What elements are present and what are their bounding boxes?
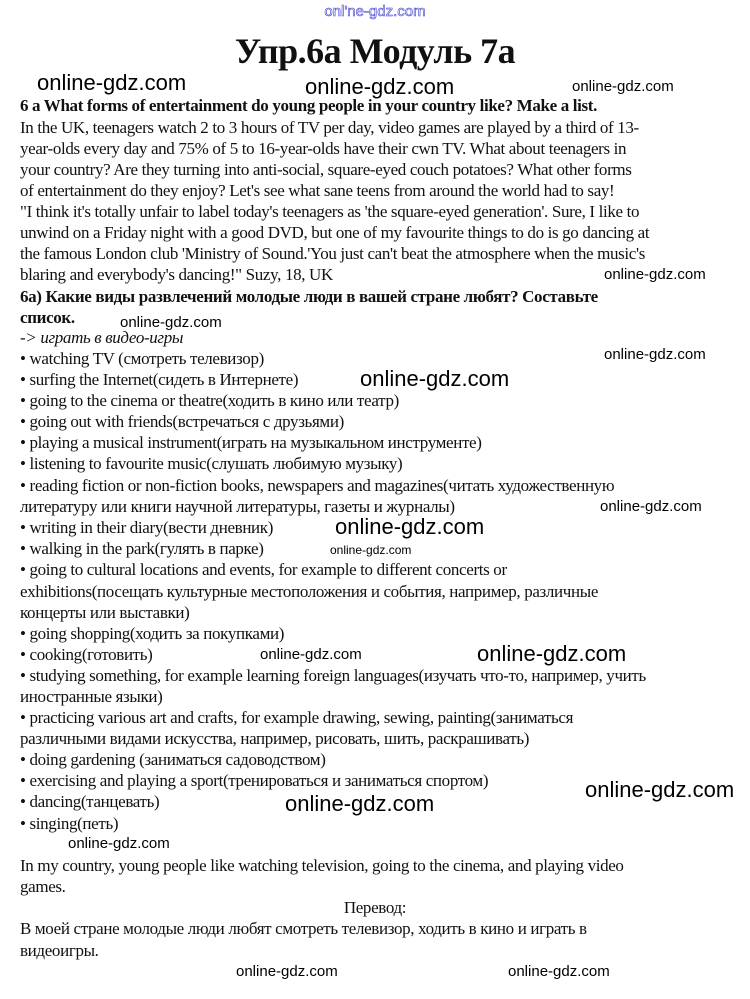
watermark: online-gdz.com <box>260 646 362 663</box>
watermark: online-gdz.com <box>68 835 170 852</box>
list-item: • writing in their diary(вести дневник) <box>20 518 274 537</box>
watermark: online-gdz.com <box>120 314 222 331</box>
text-line: of entertainment do they enjoy? Let's see what sane teens from around the world had to say! <box>20 181 615 200</box>
task-heading-ru: список. <box>20 308 75 327</box>
list-item: exhibitions(посещать культурные местоположения и события, например, различные <box>20 582 599 601</box>
list-item: • going to the cinema or theatre(ходить в кино или театр) <box>20 391 399 410</box>
list-item: • watching TV (смотреть телевизор) <box>20 349 264 368</box>
list-item: • going to cultural locations and events, for example to different concerts or <box>20 560 507 579</box>
watermark: online-gdz.com <box>285 791 435 816</box>
watermark-top: onl'ne-gdz.com <box>324 3 426 20</box>
text-line: the famous London club 'Ministry of Sound.'You just can't beat the atmosphere when the music's <box>20 244 645 263</box>
list-item: • doing gardening (заниматься садоводством) <box>20 750 326 769</box>
list-item: литературу или книги научной литературы, газеты и журналы) <box>20 497 455 516</box>
list-item: • going out with friends(встречаться с друзьями) <box>20 412 344 431</box>
list-item: иностранные языки) <box>20 687 163 706</box>
list-item: • practicing various art and crafts, for example drawing, sewing, painting(заниматься <box>20 708 574 727</box>
task-heading-en: 6 a What forms of entertainment do young people in your country like? Make a list. <box>20 96 598 115</box>
list-item: • walking in the park(гулять в парке) <box>20 539 264 558</box>
watermark: online-gdz.com <box>604 346 706 363</box>
translation-line: видеоигры. <box>20 941 99 960</box>
list-item: концерты или выставки) <box>20 603 190 622</box>
list-item: различными видами искусства, например, рисовать, шить, раскрашивать) <box>20 729 530 748</box>
hint-line: -> играть в видео-игры <box>20 328 184 347</box>
text-line: year-olds every day and 75% of 5 to 16-year-olds have their cwn TV. What about teenagers in <box>20 139 627 158</box>
list-item: • surfing the Internet(сидеть в Интернете) <box>20 370 299 389</box>
watermark: online-gdz.com <box>37 70 187 95</box>
list-item: • singing(петь) <box>20 814 119 833</box>
watermark: online-gdz.com <box>330 543 412 557</box>
text-line: In the UK, teenagers watch 2 to 3 hours of TV per day, video games are played by a third of 13- <box>20 118 639 137</box>
text-line: unwind on a Friday night with a good DVD, but one of my favourite things to do is go dancing at <box>20 223 650 242</box>
list-item: • dancing(танцевать) <box>20 792 160 811</box>
translation-line: В моей стране молодые люди любят смотреть телевизор, ходить в кино и играть в <box>20 919 587 938</box>
text-line: "I think it's totally unfair to label today's teenagers as 'the square-eyed generation'. Sure, I like to <box>20 202 640 221</box>
watermark: online-gdz.com <box>600 498 702 515</box>
list-item: • cooking(готовить) <box>20 645 153 664</box>
text-line: blaring and everybody's dancing!" Suzy, 18, UK <box>20 265 333 284</box>
watermark: online-gdz.com <box>477 641 627 666</box>
list-item: • studying something, for example learning foreign languages(изучать что-то, например, учить <box>20 666 646 685</box>
watermark: online-gdz.com <box>335 514 485 539</box>
list-item: • reading fiction or non-fiction books, newspapers and magazines(читать художественную <box>20 476 615 495</box>
watermark: online-gdz.com <box>236 963 338 980</box>
task-heading-ru: 6а) Какие виды развлечений молодые люди в вашей стране любят? Составьте <box>20 287 598 306</box>
watermark: online-gdz.com <box>572 78 674 95</box>
watermark: online-gdz.com <box>305 74 455 99</box>
answer-line: In my country, young people like watching television, going to the cinema, and playing video <box>20 856 624 875</box>
watermark: online-gdz.com <box>508 963 610 980</box>
watermark: online-gdz.com <box>360 366 510 391</box>
list-item: • exercising and playing a sport(тренироваться и заниматься спортом) <box>20 771 489 790</box>
text-line: your country? Are they turning into anti-social, square-eyed couch potatoes? What other forms <box>20 160 632 179</box>
watermark: online-gdz.com <box>585 777 735 802</box>
watermark: online-gdz.com <box>604 266 706 283</box>
list-item: • listening to favourite music(слушать любимую музыку) <box>20 454 403 473</box>
list-item: • playing a musical instrument(играть на музыкальном инструменте) <box>20 433 482 452</box>
page-title: Упр.6а Модуль 7а <box>234 31 516 71</box>
list-item: • going shopping(ходить за покупками) <box>20 624 285 643</box>
answer-line: games. <box>20 877 66 896</box>
translation-label: Перевод: <box>343 898 407 917</box>
